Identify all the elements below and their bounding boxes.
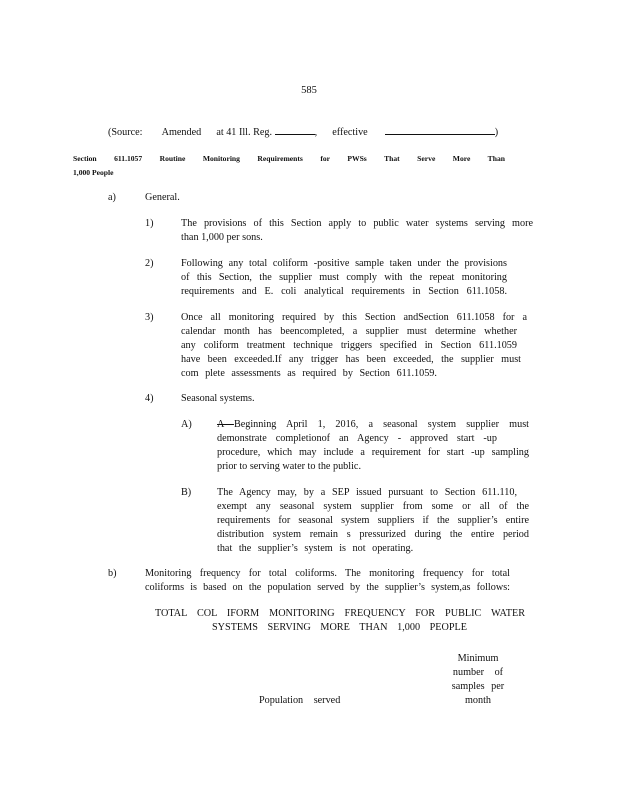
item-4-label: 4) <box>145 393 154 404</box>
source-note <box>108 124 499 140</box>
item-4a-line: demonstrate completionof an Agency - approved start -up <box>217 433 497 444</box>
item-2-line: of this Section, the supplier must comply with the repeat monitoring <box>181 272 507 283</box>
item-1-label: 1) <box>145 218 154 229</box>
subsection-b-text <box>145 567 510 595</box>
item-4b-line: requirements for seasonal system suppliers if the supplier’s entire <box>217 515 529 526</box>
item-4a-line <box>217 418 529 432</box>
item-1-line: The provisions of this Section apply to public water systems serving more <box>181 218 533 229</box>
item-4a-line: procedure, which may include a requirement for start -up sampling <box>217 447 529 458</box>
item-4a-label: A) <box>181 419 192 430</box>
item-3-label: 3) <box>145 312 154 323</box>
item-3-line: com plete assessments as required by Section 611.1059. <box>181 368 437 379</box>
item-4b-line: that the supplier’s system is not operating. <box>217 543 414 554</box>
source-open: (Source: <box>108 127 143 138</box>
source-effective: effective <box>332 127 368 138</box>
item-1-text <box>181 217 533 245</box>
item-2-text <box>181 257 507 299</box>
subsection-a-title: General. <box>145 192 180 203</box>
source-close: ) <box>494 127 499 138</box>
item-4a-text <box>217 418 529 474</box>
min-samples-line: samples per <box>451 681 505 692</box>
item-4a-line-text: Beginning April 1, 2016, a seasonal system supplier must <box>233 419 529 430</box>
item-3-line: have been exceeded.If any trigger has been exceeded, the supplier must <box>181 354 521 365</box>
blank-register <box>275 124 315 135</box>
min-samples-line: number of <box>452 667 504 678</box>
blank-effective <box>385 124 495 135</box>
source-amended: Amended <box>161 127 202 138</box>
item-1-line: than 1,000 per sons. <box>181 232 263 243</box>
item-2-line: requirements and E. coli analytical requirements in Section 611.1058. <box>181 286 507 297</box>
item-3-line: Once all monitoring required by this Section andSection 611.1058 for a <box>181 312 527 323</box>
item-3-line: any coliform treatment technique triggers specified in Section 611.1059 <box>181 340 517 351</box>
item-4b-label: B) <box>181 487 192 498</box>
item-4b-line: The Agency may, by a SEP issued pursuant to Section 611.110, <box>217 487 517 498</box>
item-2-label: 2) <box>145 258 154 269</box>
min-samples-header <box>438 652 518 708</box>
population-header: Population served <box>259 695 341 706</box>
item-3-line: calendar month has beencompleted, a supplier must determine whether <box>181 326 517 337</box>
section-heading: Section 611.1057 Routine Monitoring Requirements for PWSs That Serve More Than <box>73 154 505 163</box>
item-3-text <box>181 311 527 381</box>
item-4b-line: distribution system remain s pressurized during the entire period <box>217 529 529 540</box>
source-at: at 41 Ill. Reg. <box>216 127 273 138</box>
min-samples-line: month <box>464 695 492 706</box>
item-2-line: Following any total coliform -positive sample taken under the provisions <box>181 258 507 269</box>
struck-text: A <box>217 419 234 430</box>
subsection-b-label: b) <box>108 568 117 579</box>
min-samples-line: Minimum <box>457 653 499 664</box>
item-4b-text <box>217 486 529 556</box>
item-4b-line: exempt any seasonal system supplier from some or all of the <box>217 501 529 512</box>
page-number: 585 <box>301 85 317 96</box>
subsection-b-line: coliforms is based on the population served by the supplier’s system,as follows: <box>145 582 510 593</box>
subsection-b-line: Monitoring frequency for total coliforms. The monitoring frequency for total <box>145 568 510 579</box>
item-4a-line: prior to serving water to the public. <box>217 461 362 472</box>
item-4-title: Seasonal systems. <box>181 393 255 404</box>
source-comma: , <box>314 127 318 138</box>
table-title-line2: SYSTEMS SERVING MORE THAN 1,000 PEOPLE <box>212 622 467 633</box>
table-title-line1: TOTAL COL IFORM MONITORING FREQUENCY FOR PUBLIC WATER <box>155 608 525 619</box>
section-heading-line2: 1,000 People <box>73 168 114 177</box>
subsection-a-label: a) <box>108 192 116 203</box>
